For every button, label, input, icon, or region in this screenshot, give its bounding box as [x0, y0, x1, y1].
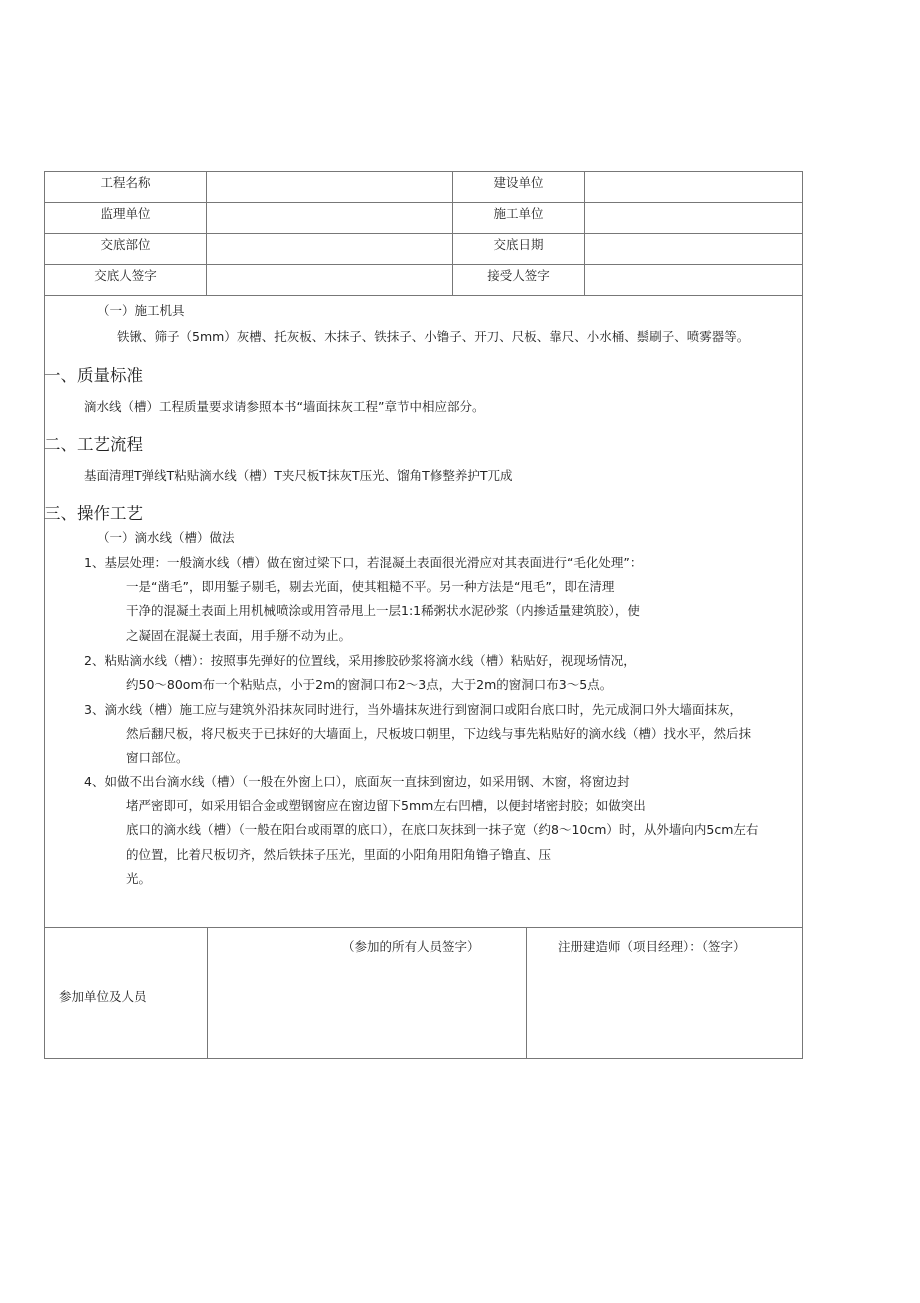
project-name-label: 工程名称	[45, 172, 207, 202]
owner-unit-field[interactable]	[585, 172, 802, 202]
item-4-line: 4、如做不出台滴水线（槽）（一般在外窗上口），底面灰一直抹到窗边，如采用钢、木窗，将窗边封	[84, 774, 630, 789]
item-3-line: 3、滴水线（槽）施工应与建筑外沿抹灰同时进行，当外墙抹灰进行到窗洞口或阳台底口时，先元成洞口外大墙面抹灰，	[84, 702, 742, 717]
item-2-line: 2、粘贴滴水线（槽）：按照事先弹好的位置线，采用掺胶砂浆将滴水线（槽）粘贴好，视现场情况，	[84, 653, 636, 668]
table-row	[45, 264, 802, 295]
item-1-line: 1、基层处理：一般滴水线（槽）做在窗过梁下口，若混凝土表面很光滑应对其表面进行“毛化处理”：	[84, 555, 643, 570]
briefing-location-label: 交底部位	[45, 234, 207, 264]
briefer-signature-field[interactable]	[207, 265, 453, 295]
briefing-date-label: 交底日期	[453, 234, 585, 264]
table-row	[45, 233, 802, 264]
participants-label: 参加单位及人员	[59, 989, 147, 1004]
item-1-line: 干净的混凝土表面上用机械喷涂或用笤帚甩上一层1:1稀粥状水泥砂浆（内掺适量建筑胶），使	[126, 603, 640, 618]
sub-heading-drip-line: （一）滴水线（槽）做法	[97, 530, 235, 545]
construction-unit-field[interactable]	[585, 203, 802, 233]
tools-text: 铁锹、筛子（5mm）灰槽、托灰板、木抹子、铁抹子、小镥子、开刀、尺板、靠尺、小水桶、鬃刷子、喷雾器等。	[117, 329, 750, 344]
item-4-line: 堵严密即可，如采用铝合金或塑钢窗应在窗边留下5mm左右凹槽，以便封堵密封胶；如做突出	[126, 798, 646, 813]
supervision-unit-field[interactable]	[207, 203, 453, 233]
item-3-line: 然后翻尺板，将尺板夹于已抹好的大墙面上，尺板坡口朝里，下边线与事先粘贴好的滴水线（槽）找水平，然后抹	[126, 726, 752, 741]
table-row	[45, 202, 802, 233]
item-1-line: 一是“凿毛”，即用錾子剔毛，剔去光面，使其粗糙不平。另一种方法是“甩毛”，即在清理	[126, 579, 615, 594]
item-4-line: 底口的滴水线（槽）（一般在阳台或雨罩的底口），在底口灰抹到一抹子宽（约8～10cm）时，从外墙向内5cm左右	[126, 822, 759, 837]
section-process-text: 基面清理T弹线T粘贴滴水线（槽）T夹尺板T抹灰T压光、馏角T修整养护T兀成	[84, 468, 513, 483]
briefing-date-field[interactable]	[585, 234, 802, 264]
briefing-location-field[interactable]	[207, 234, 453, 264]
section-process-heading: 二、工艺流程	[44, 435, 143, 454]
item-4-line: 的位置，比着尺板切齐，然后铁抹子压光，里面的小阳角用阳角镥子镥直、压	[126, 847, 552, 862]
owner-unit-label: 建设单位	[453, 172, 585, 202]
participants-signature-label: （参加的所有人员签字）	[342, 939, 480, 954]
section-quality-heading: 一、质量标准	[44, 366, 143, 385]
construction-unit-label: 施工单位	[453, 203, 585, 233]
receiver-signature-field[interactable]	[585, 265, 802, 295]
section-quality-text: 滴水线（槽）工程质量要求请参照本书“墙面抹灰工程”章节中相应部分。	[84, 399, 485, 414]
briefer-signature-label: 交底人签字	[45, 265, 207, 295]
manager-signature-label: 注册建造师（项目经理）：（签字）	[558, 939, 746, 954]
table-row	[45, 172, 802, 202]
section-operation-heading: 三、操作工艺	[44, 504, 143, 523]
header-table	[44, 171, 803, 296]
project-name-field[interactable]	[207, 172, 453, 202]
item-1-line: 之凝固在混凝土表面，用手掰不动为止。	[126, 628, 352, 643]
tools-heading: （一）施工机具	[97, 303, 185, 318]
item-4-line: 光。	[126, 871, 152, 886]
item-2-line: 约50～80om布一个粘贴点，小于2m的窗洞口布2～3点，大于2m的窗洞口布3～5点。	[126, 677, 613, 692]
supervision-unit-label: 监理单位	[45, 203, 207, 233]
receiver-signature-label: 接受人签字	[453, 265, 585, 295]
item-3-line: 窗口部位。	[126, 750, 189, 765]
